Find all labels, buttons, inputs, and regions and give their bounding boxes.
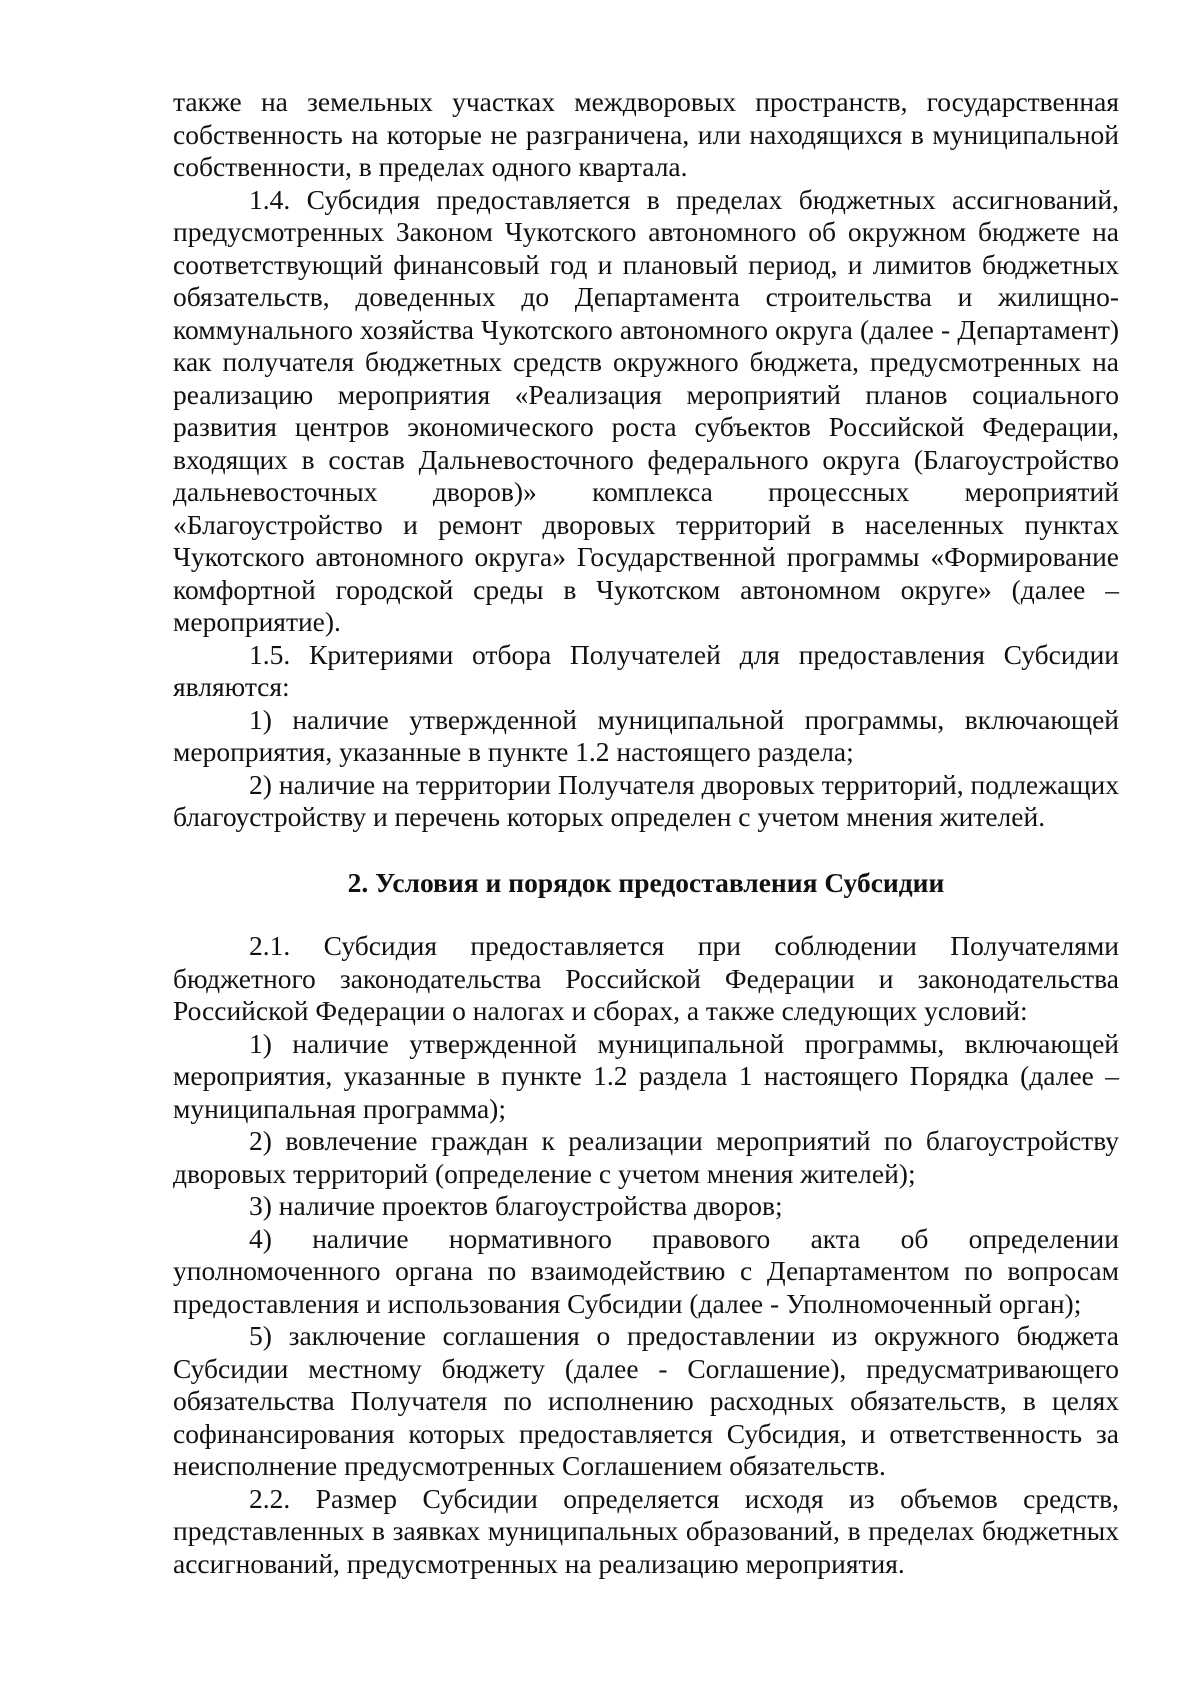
paragraph-2-2: 2.2. Размер Субсидии определяется исходя из объемов средств, представленных в заявках муниципальных образований, в пределах бюджетных ассигнований, предусмотренных на реализацию мероприятия.	[173, 1482, 1119, 1579]
paragraph-2-1: 2.1. Субсидия предоставляется при соблюдении Получателями бюджетного законодательства Российской Федерации и законодательства Российской Федерации о налогах и сборах, а также следующих условий:	[173, 930, 1119, 1026]
document-page	[173, 86, 1119, 1580]
paragraph-1-5-item-1: 1) наличие утвержденной муниципальной программы, включающей мероприятия, указанные в пункте 1.2 настоящего раздела;	[173, 703, 1119, 767]
paragraph-continuation: также на земельных участках междворовых пространств, государственная собственность на которые не разграничена, или находящихся в муниципальной собственности, в пределах одного квартала.	[173, 86, 1119, 182]
paragraph-2-1-item-4: 4) наличие нормативного правового акта об определении уполномоченного органа по взаимодействию с Департаментом по вопросам предоставления и использования Субсидии (далее - Уполномоченный орган);	[173, 1222, 1119, 1319]
paragraph-2-1-item-5: 5) заключение соглашения о предоставлении из окружного бюджета Субсидии местному бюджету (далее - Соглашение), предусматривающего обязательства Получателя по исполнению расходных обязательств, в целях софинансирования которых предоставляется Субсидия, и ответственность за неисполнение предусмотренных Соглашением обязательств.	[173, 1320, 1119, 1481]
paragraph-2-1-item-3: 3) наличие проектов благоустройства дворов;	[249, 1190, 783, 1221]
paragraph-2-1-item-1: 1) наличие утвержденной муниципальной программы, включающей мероприятия, указанные в пункте 1.2 раздела 1 настоящего Порядка (далее – муниципальная программа);	[173, 1027, 1119, 1124]
paragraph-2-1-item-2: 2) вовлечение граждан к реализации мероприятий по благоустройству дворовых территорий (определение с учетом мнения жителей);	[173, 1125, 1119, 1189]
paragraph-1-4: 1.4. Субсидия предоставляется в пределах бюджетных ассигнований, предусмотренных Законом Чукотского автономного об окружном бюджете на соответствующий финансовый год и плановый период, и лимитов бюджетных обязательств, доведенных до Департамента строительства и жилищно-коммунального хозяйства Чукотского автономного округа (далее - Департамент) как получателя бюджетных средств окружного бюджета, предусмотренных на реализацию мероприятия «Реализация мероприятий планов социального развития центров экономического роста субъектов Российской Федерации, входящих в состав Дальневосточного федерального округа (Благоустройство дальневосточных дворов)» комплекса процессных мероприятий «Благоустройство и ремонт дворовых территорий в населенных пунктах Чукотского автономного округа» Государственной программы «Формирование комфортной городской среды в Чукотском автономном округе» (далее – мероприятие).	[173, 183, 1119, 637]
paragraph-1-5: 1.5. Критериями отбора Получателей для предоставления Субсидии являются:	[173, 638, 1119, 702]
paragraph-1-5-item-2: 2) наличие на территории Получателя дворовых территорий, подлежащих благоустройству и перечень которых определен с учетом мнения жителей.	[173, 768, 1119, 832]
section-heading: 2. Условия и порядок предоставления Субсидии	[347, 866, 945, 898]
